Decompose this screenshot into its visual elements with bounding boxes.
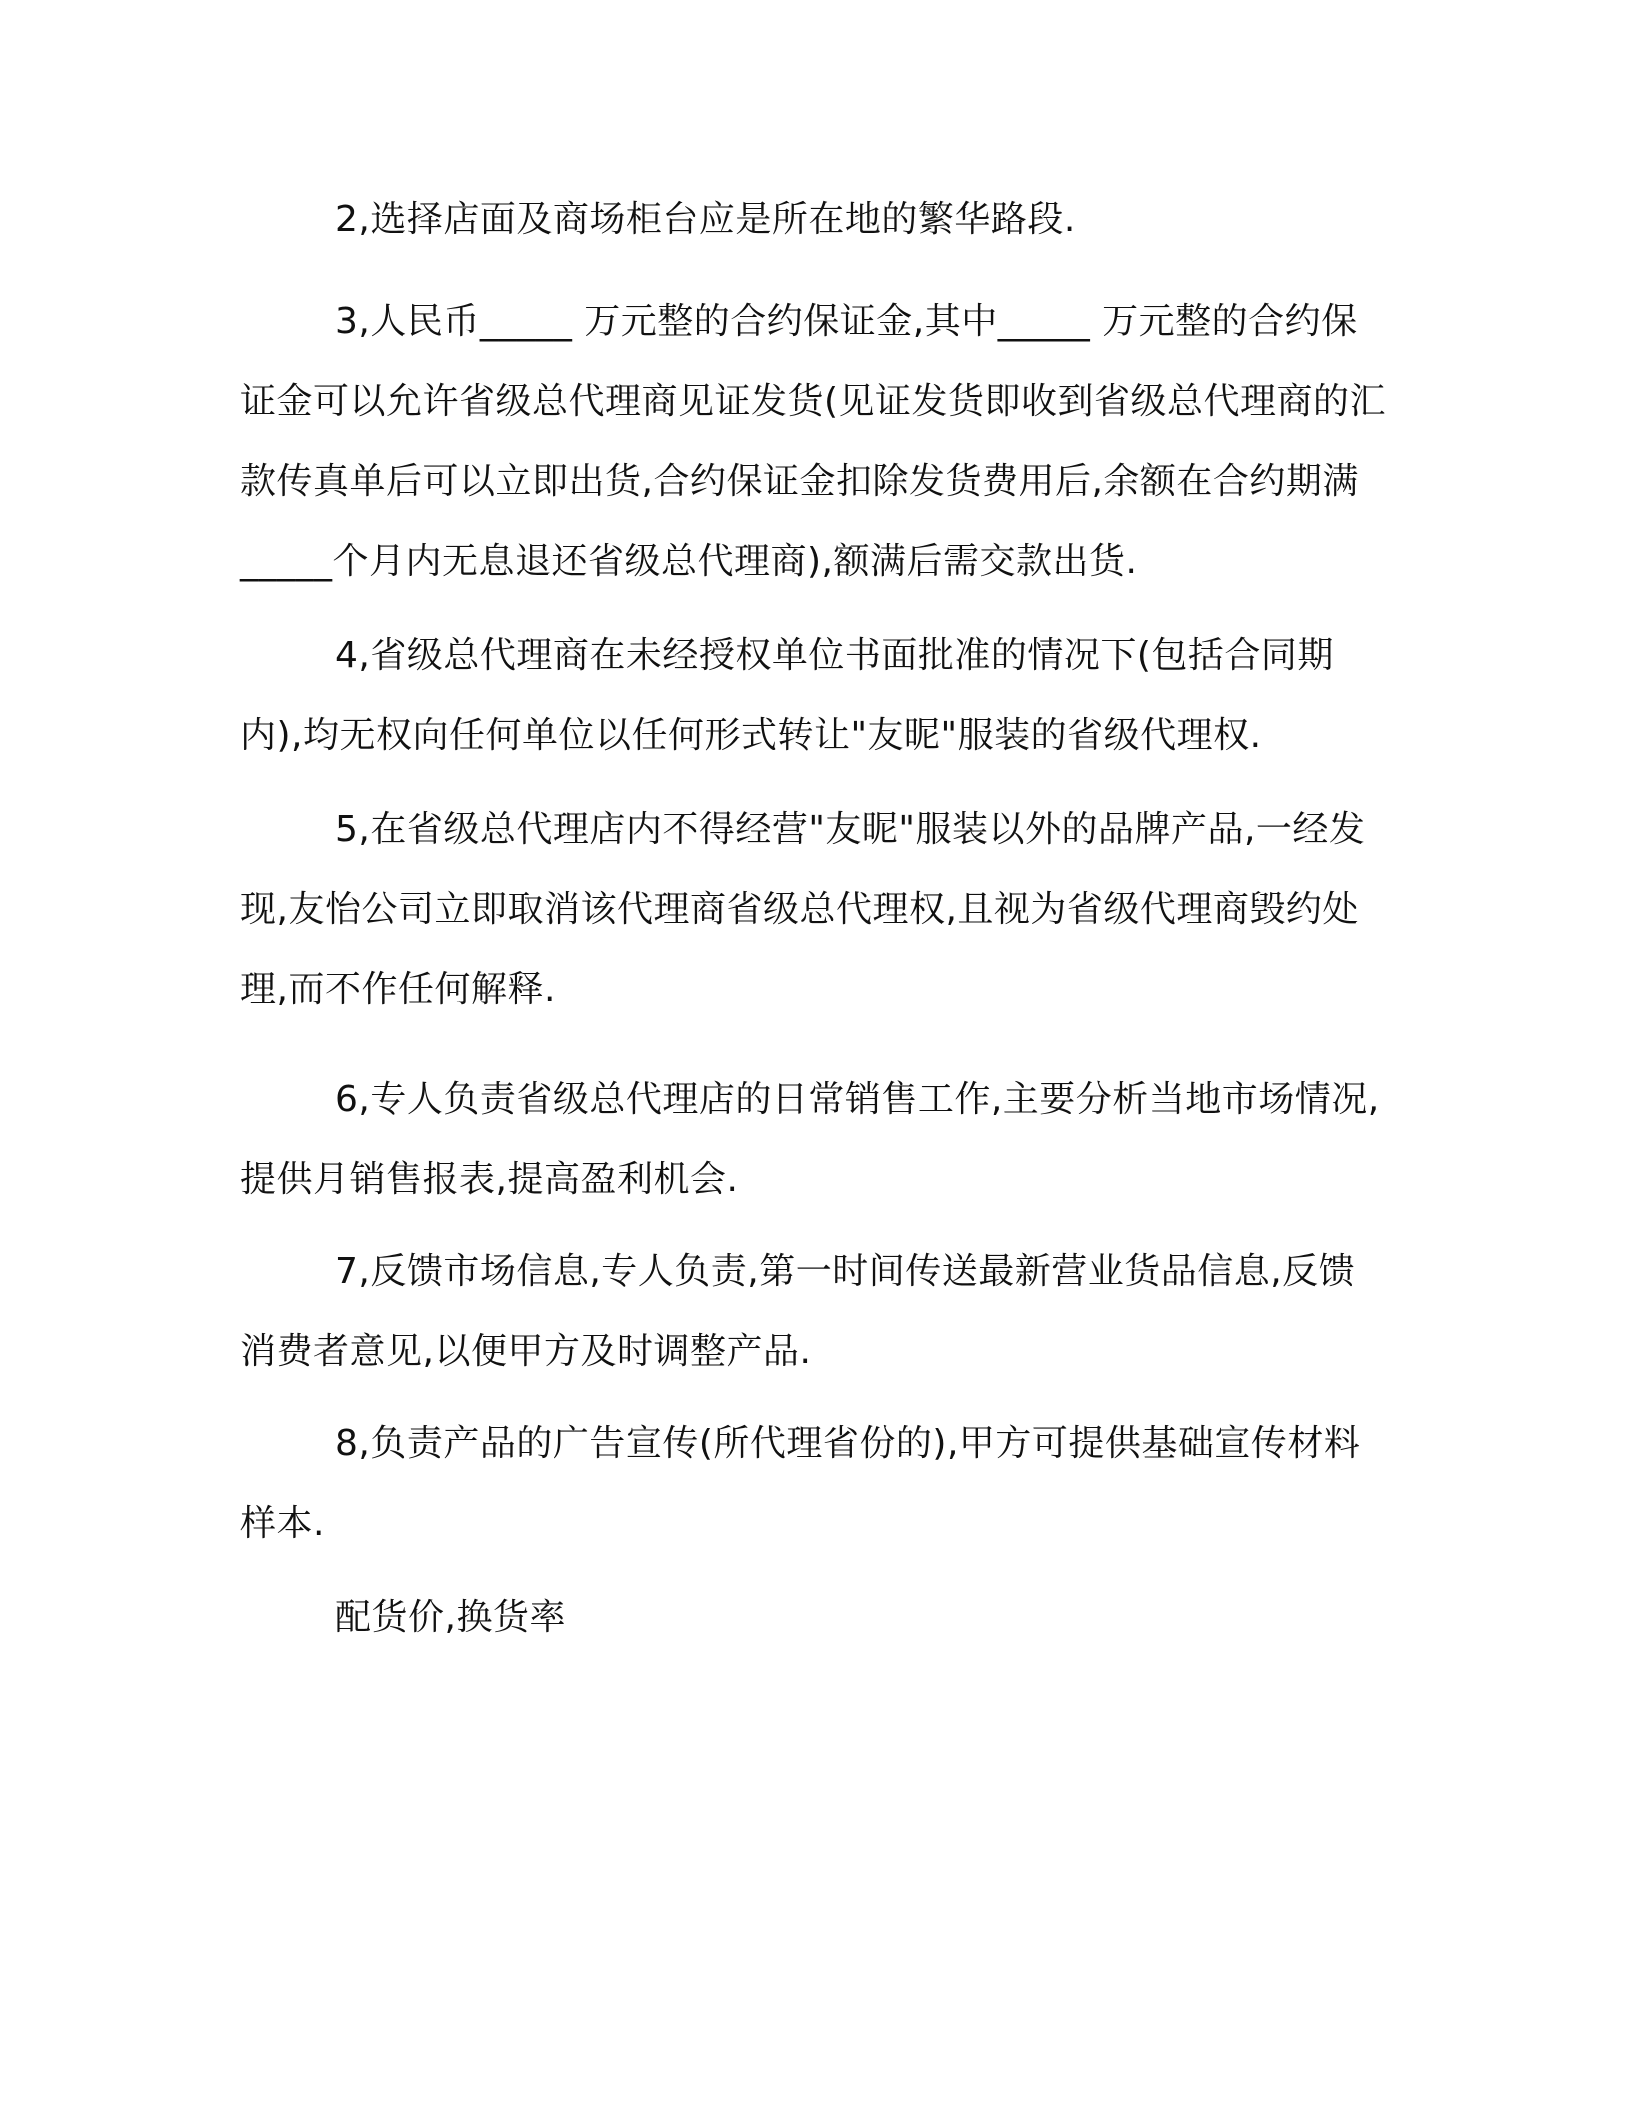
paragraph-3: 3,人民币_____ 万元整的合约保证金,其中_____ 万元整的合约保证金可以允许省级总代理商见证发货(见证发货即收到省级总代理商的汇款传真单后可以立即出货,合约保证金扣除发货费用后,余额在合约期满 _____个月内无息退还省级总代理商),额满后需交款出货.	[240, 301, 1387, 582]
paragraph-7: 7,反馈市场信息,专人负责,第一时间传送最新营业货品信息,反馈消费者意见,以便甲方及时调整产品.	[240, 1251, 1356, 1372]
paragraph-8: 8,负责产品的广告宣传(所代理省份的),甲方可提供基础宣传材料样本.	[240, 1423, 1361, 1544]
paragraph-4: 4,省级总代理商在未经授权单位书面批准的情况下(包括合同期内),均无权向任何单位以任何形式转让"友昵"服装的省级代理权.	[240, 635, 1334, 756]
paragraph-2: 2,选择店面及商场柜台应是所在地的繁华路段.	[335, 199, 1076, 240]
section-heading: 配货价,换货率	[335, 1597, 566, 1638]
paragraph-5: 5,在省级总代理店内不得经营"友昵"服装以外的品牌产品,一经发现,友怡公司立即取消该代理商省级总代理权,且视为省级代理商毁约处理,而不作任何解释.	[240, 809, 1366, 1010]
paragraph-6: 6,专人负责省级总代理店的日常销售工作,主要分析当地市场情况,提供月销售报表,提高盈利机会.	[240, 1079, 1380, 1200]
